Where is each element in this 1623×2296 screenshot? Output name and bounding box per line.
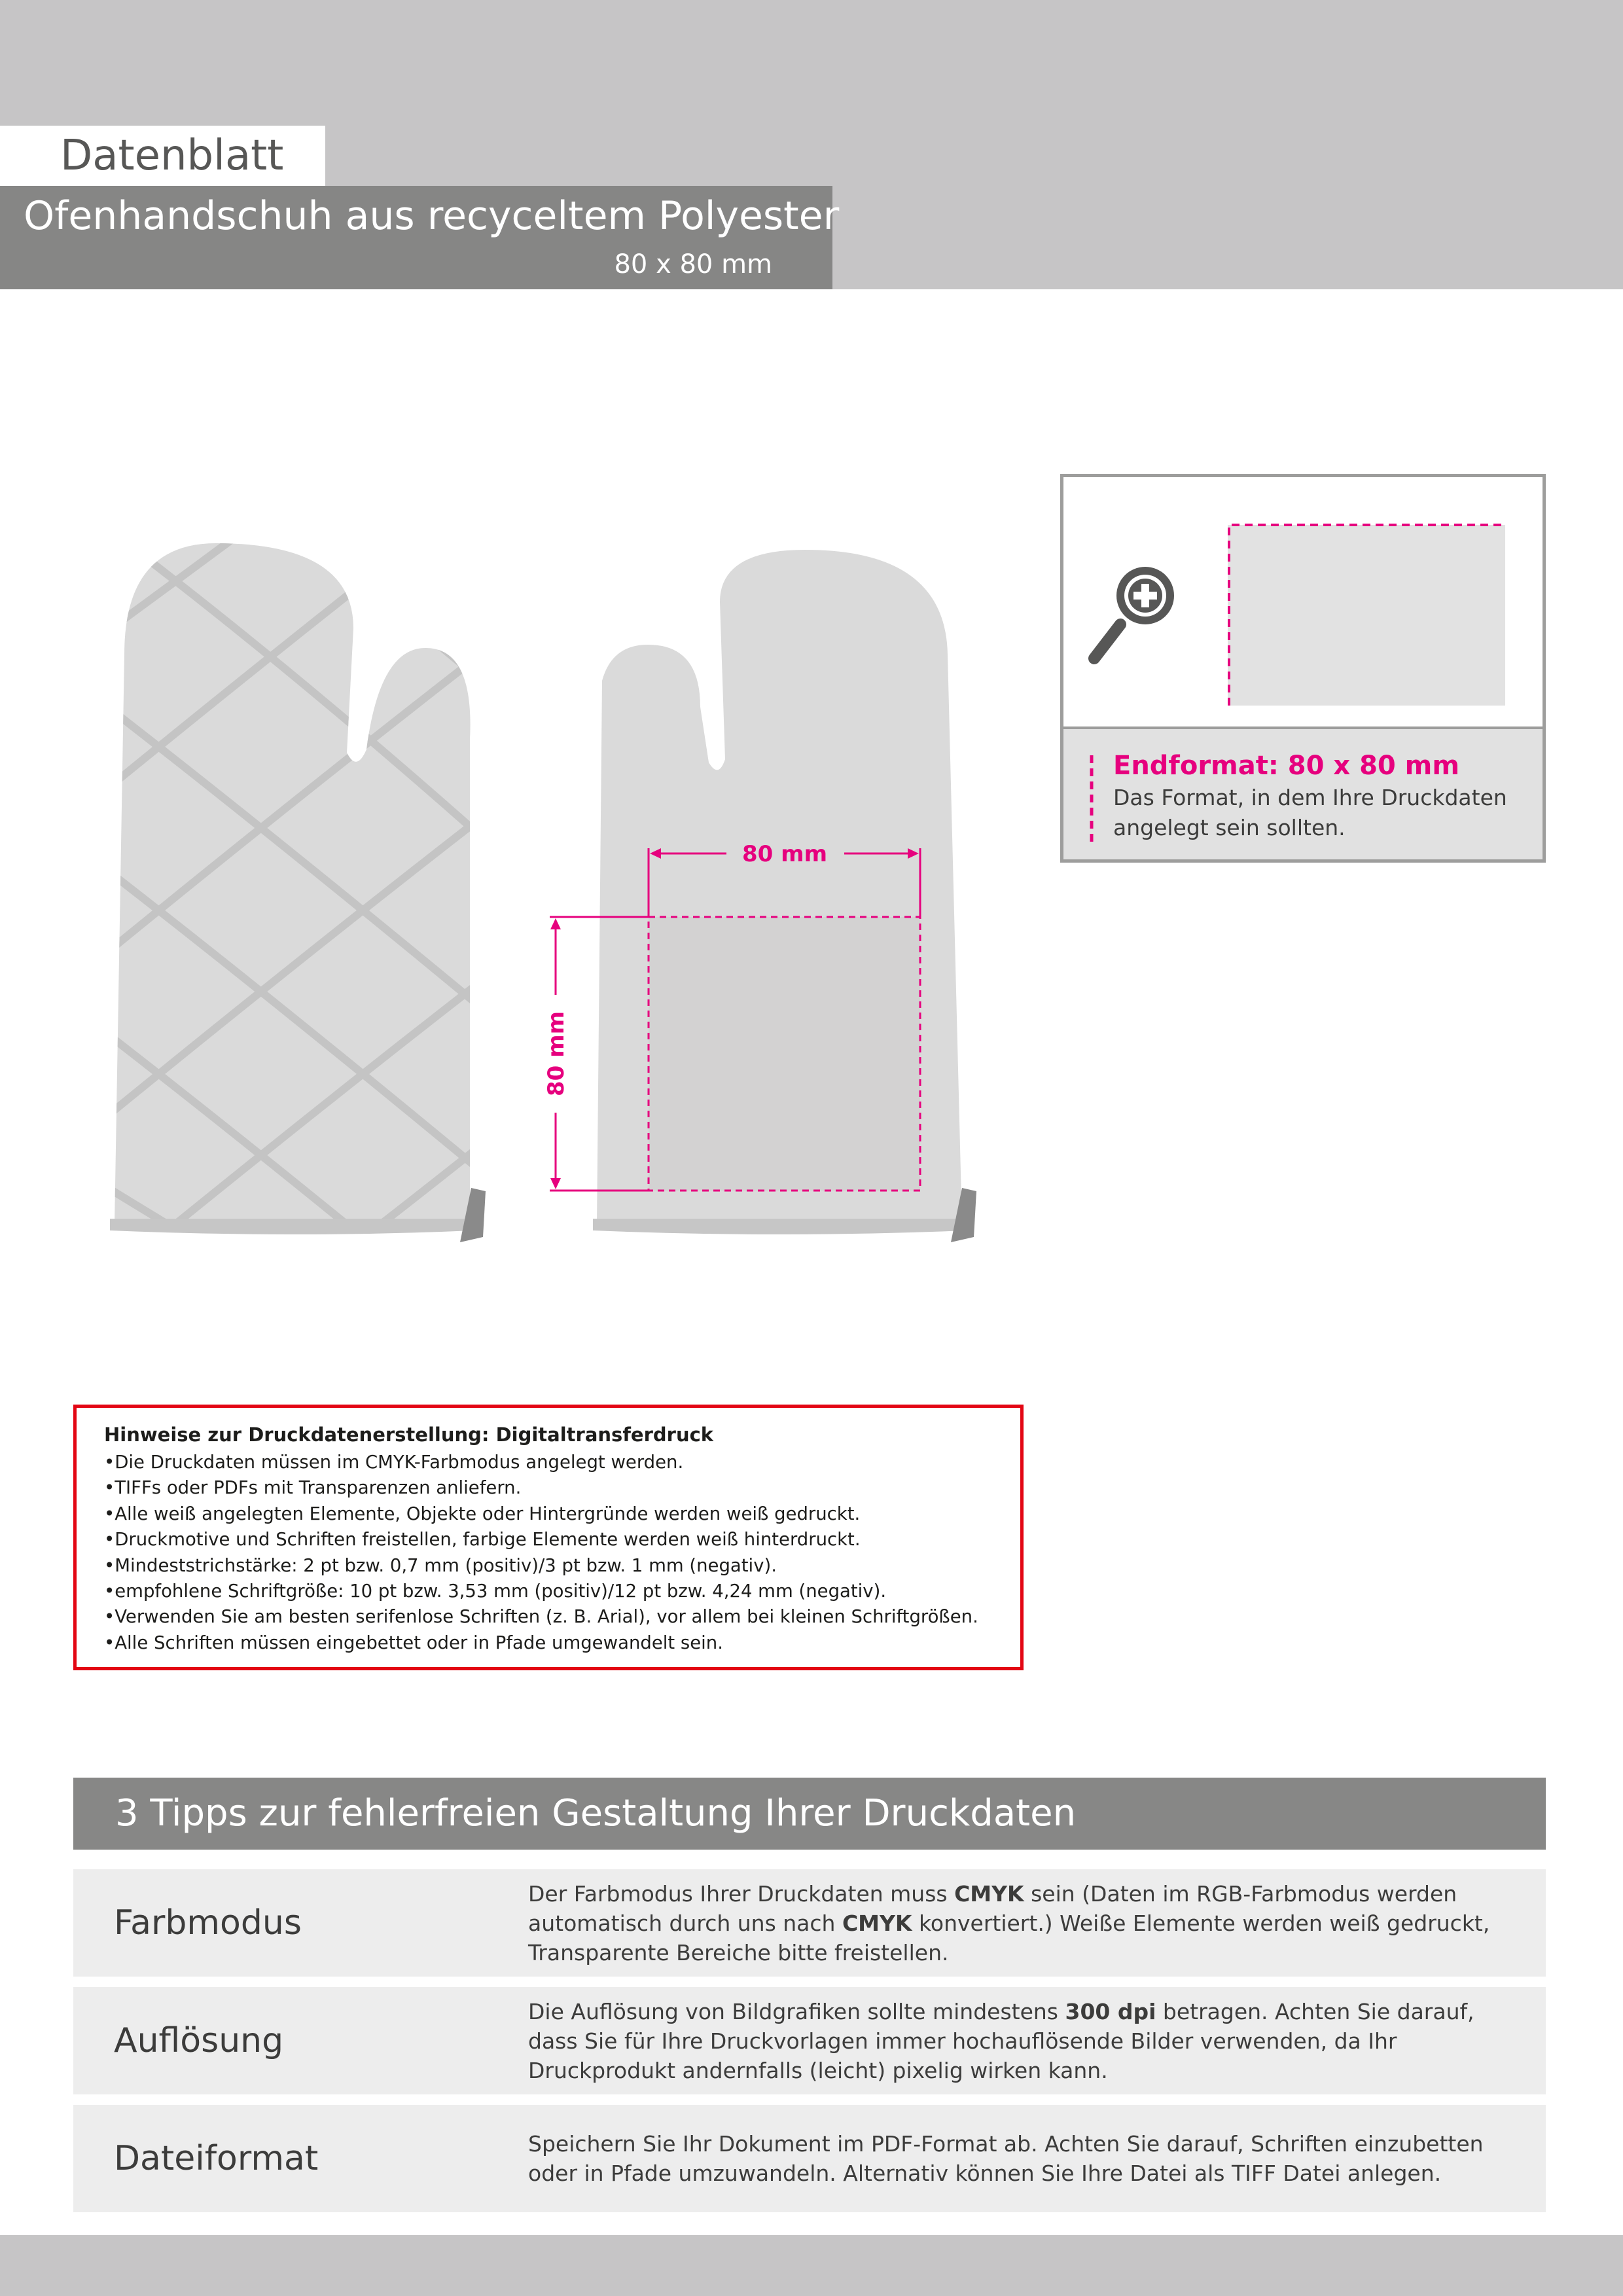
print-area (649, 917, 920, 1191)
list-item: • Alle weiß angelegten Elemente, Objekte oder Hintergründe werden weiß gedruckt. (104, 1501, 1020, 1527)
tip-text (528, 2105, 1523, 2212)
product-title: Ofenhandschuh aus recyceltem Polyester (24, 193, 840, 239)
height-label: 80 mm (543, 1011, 569, 1097)
list-item: • Die Druckdaten müssen im CMYK-Farbmodus angelegt werden. (104, 1450, 1020, 1475)
tip-text-segment: sein (Daten im RGB-Farbmodus werden automatisch durch uns nach (528, 1880, 1457, 1936)
tip-row-aufloesung (73, 1987, 1546, 2094)
tip-text-emphasis: CMYK (954, 1880, 1024, 1907)
mitt-front (39, 419, 497, 1309)
format-title: Endformat: 80 x 80 mm (1113, 751, 1460, 781)
tip-text-segment: betragen. Achten Sie darauf, dass Sie für Ihre Druckvorlagen immer hochauflösende Bilder verwenden, da Ihr Druckprodukt andernfalls (leicht) pixelig wirken kann. (528, 1998, 1474, 2083)
tip-label: Dateiformat (114, 2139, 319, 2178)
product-size: 80 x 80 mm (614, 249, 772, 279)
zoom-in-icon (1094, 567, 1174, 658)
width-label: 80 mm (741, 841, 828, 867)
tip-text-emphasis: 300 dpi (1065, 1998, 1156, 2024)
tips-title: 3 Tipps zur fehlerfreien Gestaltung Ihrer Druckdaten (115, 1792, 1077, 1835)
tip-text-emphasis: CMYK (842, 1910, 912, 1936)
format-card-graphics (1060, 474, 1546, 736)
print-notes-box (73, 1405, 1024, 1670)
list-item: • Verwenden Sie am besten serifenlose Schriften (z. B. Arial), vor allem bei kleinen Schriftgrößen. (104, 1604, 1020, 1630)
format-preview-outline (1229, 525, 1505, 706)
tip-row-farbmodus (73, 1869, 1546, 1977)
print-notes-list (104, 1450, 1020, 1656)
list-item: • empfohlene Schriftgröße: 10 pt bzw. 3,53 mm (positiv)/12 pt bzw. 4,24 mm (negativ). (104, 1579, 1020, 1604)
format-description: Das Format, in dem Ihre Druckdaten angelegt sein sollten. (1113, 785, 1507, 840)
print-notes-title: Hinweise zur Druckdatenerstellung: Digitaltransferdruck (104, 1424, 714, 1446)
list-item: • Druckmotive und Schriften freistellen, farbige Elemente werden weiß hinterdruckt. (104, 1527, 1020, 1552)
tip-text-segment: Die Auflösung von Bildgrafiken sollte mindestens (528, 1998, 1065, 2024)
tip-text-segment: konvertiert.) Weiße Elemente werden weiß gedruckt, Transparente Bereiche bitte freistellen. (528, 1910, 1490, 1965)
tip-text (528, 1987, 1523, 2094)
tip-text-segment: Speichern Sie Ihr Dokument im PDF-Format ab. Achten Sie darauf, Schriften einzubetten oder in Pfade umzuwandeln. Alternativ können Sie Ihre Datei als TIFF Datei anlegen. (528, 2131, 1484, 2186)
format-accent-line (1088, 755, 1095, 843)
list-item: • Alle Schriften müssen eingebettet oder in Pfade umgewandelt sein. (104, 1630, 1020, 1656)
tip-text (528, 1869, 1523, 1977)
bottom-band (0, 2235, 1623, 2296)
height-arrow-top (550, 918, 561, 929)
tip-text-segment: Der Farbmodus Ihrer Druckdaten muss (528, 1880, 955, 1907)
height-arrow-bottom (550, 1178, 561, 1189)
tip-label: Auflösung (114, 2021, 284, 2060)
tip-label: Farbmodus (114, 1903, 302, 1943)
tip-row-dateiformat (73, 2105, 1546, 2212)
doc-type-label: Datenblatt (60, 132, 284, 180)
list-item: • Mindeststrichstärke: 2 pt bzw. 0,7 mm (positiv)/3 pt bzw. 1 mm (negativ). (104, 1553, 1020, 1579)
list-item: • TIFFs oder PDFs mit Transparenzen anliefern. (104, 1475, 1020, 1501)
